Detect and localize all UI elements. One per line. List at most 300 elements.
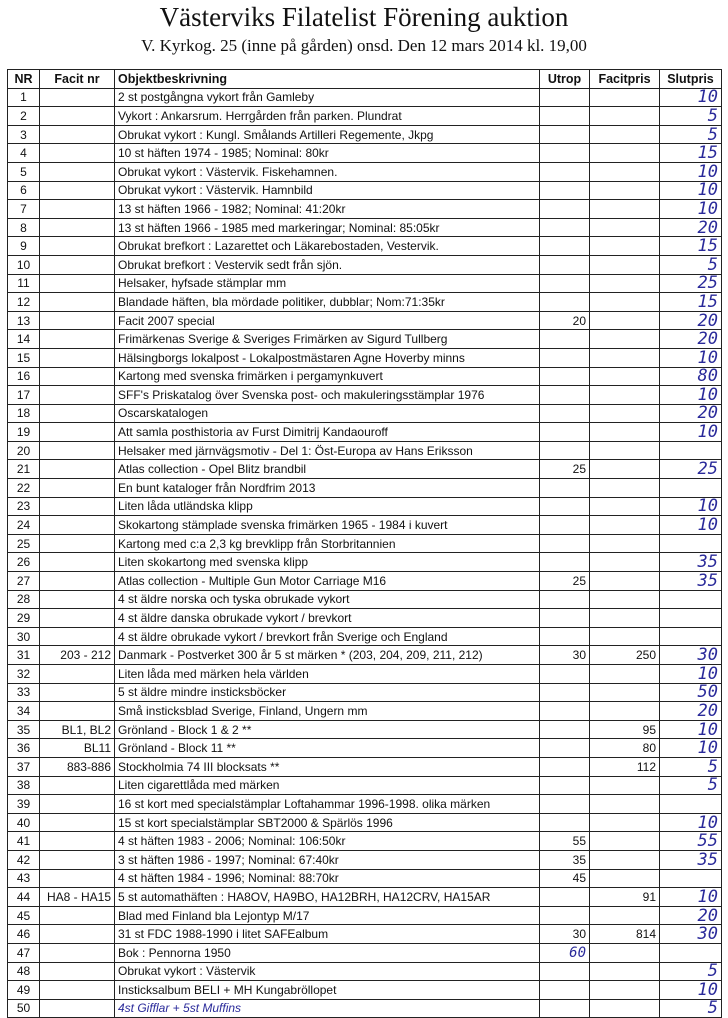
facit-number-cell	[40, 906, 115, 925]
facit-number-cell	[40, 962, 115, 981]
start-price-cell	[540, 404, 590, 423]
facit-price-cell	[590, 609, 660, 628]
object-description-cell: En bunt kataloger från Nordfrim 2013	[115, 479, 540, 498]
facit-price-cell	[590, 999, 660, 1018]
facit-number-cell	[40, 850, 115, 869]
object-description-cell: 4 st äldre danska obrukade vykort / brevkort	[115, 609, 540, 628]
facit-number-cell	[40, 981, 115, 1000]
start-price-cell: 45	[540, 869, 590, 888]
facit-number-cell	[40, 795, 115, 814]
start-price-cell: 25	[540, 572, 590, 591]
facit-price-cell	[590, 311, 660, 330]
table-row	[8, 739, 722, 758]
facit-price-cell	[590, 869, 660, 888]
column-header-facitpris: Facitpris	[590, 70, 660, 89]
table-row	[8, 311, 722, 330]
column-header-facit-nr: Facit nr	[40, 70, 115, 89]
lot-number-cell: 1	[8, 88, 40, 107]
facit-price-cell	[590, 348, 660, 367]
facit-price-cell: 95	[590, 720, 660, 739]
object-description-cell: Danmark - Postverket 300 år 5 st märken * (203, 204, 209, 211, 212)	[115, 646, 540, 665]
final-price-cell: 10	[660, 888, 722, 907]
object-description-cell: Grönland - Block 11 **	[115, 739, 540, 758]
facit-price-cell	[590, 683, 660, 702]
start-price-cell	[540, 665, 590, 684]
final-price-cell: 50	[660, 683, 722, 702]
facit-price-cell: 112	[590, 757, 660, 776]
start-price-cell	[540, 795, 590, 814]
table-row	[8, 237, 722, 256]
object-description-cell: 4st Gifflar + 5st Muffins	[115, 999, 540, 1018]
lot-number-cell: 41	[8, 832, 40, 851]
final-price-cell: 25	[660, 460, 722, 479]
column-header-utrop: Utrop	[540, 70, 590, 89]
lot-number-cell: 19	[8, 423, 40, 442]
final-price-cell: 15	[660, 144, 722, 163]
start-price-cell	[540, 330, 590, 349]
lot-number-cell: 17	[8, 386, 40, 405]
facit-price-cell	[590, 516, 660, 535]
table-header-row	[8, 70, 722, 89]
facit-number-cell	[40, 423, 115, 442]
table-row	[8, 590, 722, 609]
object-description-cell: 4 st äldre obrukade vykort / brevkort från Sverige och England	[115, 627, 540, 646]
final-price-cell: 20	[660, 311, 722, 330]
facit-number-cell	[40, 181, 115, 200]
table-row	[8, 757, 722, 776]
table-row	[8, 609, 722, 628]
object-description-cell: Hälsingborgs lokalpost - Lokalpostmästaren Agne Hoverby minns	[115, 348, 540, 367]
facit-number-cell	[40, 869, 115, 888]
facit-price-cell	[590, 943, 660, 962]
start-price-cell	[540, 423, 590, 442]
facit-price-cell	[590, 237, 660, 256]
final-price-cell: 10	[660, 348, 722, 367]
start-price-cell	[540, 144, 590, 163]
object-description-cell: 16 st kort med specialstämplar Loftahammar 1996-1998. olika märken	[115, 795, 540, 814]
object-description-cell: 4 st häften 1984 - 1996; Nominal: 88:70kr	[115, 869, 540, 888]
facit-number-cell	[40, 237, 115, 256]
auction-table	[7, 69, 722, 1018]
object-description-cell: Blandade häften, bla mördade politiker, dubblar; Nom:71:35kr	[115, 293, 540, 312]
final-price-cell	[660, 609, 722, 628]
final-price-cell	[660, 590, 722, 609]
object-description-cell: Helsaker med järnvägsmotiv - Del 1: Öst-Europa av Hans Eriksson	[115, 441, 540, 460]
lot-number-cell: 26	[8, 553, 40, 572]
table-row	[8, 832, 722, 851]
facit-price-cell	[590, 330, 660, 349]
object-description-cell: Bok : Pennorna 1950	[115, 943, 540, 962]
facit-number-cell	[40, 200, 115, 219]
facit-price-cell	[590, 795, 660, 814]
start-price-cell	[540, 627, 590, 646]
final-price-cell: 5	[660, 757, 722, 776]
start-price-cell	[540, 274, 590, 293]
start-price-cell	[540, 237, 590, 256]
facit-price-cell	[590, 125, 660, 144]
column-header-nr: NR	[8, 70, 40, 89]
object-description-cell: Blad med Finland bla Lejontyp M/17	[115, 906, 540, 925]
table-row	[8, 460, 722, 479]
lot-number-cell: 2	[8, 107, 40, 126]
lot-number-cell: 37	[8, 757, 40, 776]
final-price-cell: 10	[660, 200, 722, 219]
start-price-cell	[540, 962, 590, 981]
table-row	[8, 516, 722, 535]
table-row	[8, 943, 722, 962]
facit-price-cell	[590, 386, 660, 405]
object-description-cell: Grönland - Block 1 & 2 **	[115, 720, 540, 739]
start-price-cell	[540, 88, 590, 107]
facit-number-cell	[40, 832, 115, 851]
table-row	[8, 553, 722, 572]
start-price-cell	[540, 720, 590, 739]
facit-price-cell	[590, 293, 660, 312]
table-row	[8, 348, 722, 367]
lot-number-cell: 39	[8, 795, 40, 814]
facit-number-cell	[40, 404, 115, 423]
facit-number-cell	[40, 311, 115, 330]
table-row	[8, 497, 722, 516]
lot-number-cell: 20	[8, 441, 40, 460]
facit-number-cell	[40, 609, 115, 628]
lot-number-cell: 35	[8, 720, 40, 739]
facit-price-cell: 814	[590, 925, 660, 944]
start-price-cell: 60	[540, 943, 590, 962]
lot-number-cell: 42	[8, 850, 40, 869]
lot-number-cell: 38	[8, 776, 40, 795]
facit-price-cell	[590, 813, 660, 832]
facit-number-cell	[40, 144, 115, 163]
lot-number-cell: 12	[8, 293, 40, 312]
final-price-cell: 5	[660, 999, 722, 1018]
final-price-cell: 10	[660, 720, 722, 739]
table-row	[8, 125, 722, 144]
final-price-cell: 10	[660, 516, 722, 535]
facit-number-cell	[40, 348, 115, 367]
final-price-cell: 10	[660, 813, 722, 832]
table-row	[8, 404, 722, 423]
start-price-cell	[540, 293, 590, 312]
final-price-cell: 20	[660, 906, 722, 925]
facit-number-cell	[40, 367, 115, 386]
final-price-cell: 25	[660, 274, 722, 293]
final-price-cell: 20	[660, 218, 722, 237]
object-description-cell: Obrukat vykort : Västervik. Fiskehamnen.	[115, 162, 540, 181]
object-description-cell: Obrukat brefkort : Lazarettet och Läkarebostaden, Vestervik.	[115, 237, 540, 256]
object-description-cell: 4 st äldre norska och tyska obrukade vykort	[115, 590, 540, 609]
facit-number-cell	[40, 534, 115, 553]
lot-number-cell: 3	[8, 125, 40, 144]
facit-price-cell	[590, 627, 660, 646]
start-price-cell	[540, 702, 590, 721]
facit-price-cell	[590, 460, 660, 479]
start-price-cell: 20	[540, 311, 590, 330]
table-row	[8, 646, 722, 665]
lot-number-cell: 22	[8, 479, 40, 498]
table-row	[8, 906, 722, 925]
start-price-cell	[540, 107, 590, 126]
lot-number-cell: 44	[8, 888, 40, 907]
object-description-cell: Frimärkenas Sverige & Sveriges Frimärken av Sigurd Tullberg	[115, 330, 540, 349]
lot-number-cell: 48	[8, 962, 40, 981]
facit-number-cell	[40, 665, 115, 684]
start-price-cell	[540, 367, 590, 386]
table-row	[8, 423, 722, 442]
object-description-cell: 5 st automathäften : HA8OV, HA9BO, HA12BRH, HA12CRV, HA15AR	[115, 888, 540, 907]
final-price-cell: 30	[660, 925, 722, 944]
lot-number-cell: 33	[8, 683, 40, 702]
start-price-cell	[540, 813, 590, 832]
final-price-cell: 5	[660, 776, 722, 795]
lot-number-cell: 50	[8, 999, 40, 1018]
start-price-cell	[540, 348, 590, 367]
object-description-cell: Obrukat brefkort : Vestervik sedt från sjön.	[115, 255, 540, 274]
lot-number-cell: 45	[8, 906, 40, 925]
lot-number-cell: 32	[8, 665, 40, 684]
table-row	[8, 683, 722, 702]
object-description-cell: Stockholmia 74 III blocksats **	[115, 757, 540, 776]
start-price-cell	[540, 757, 590, 776]
table-row	[8, 274, 722, 293]
facit-price-cell	[590, 776, 660, 795]
object-description-cell: Liten låda utländska klipp	[115, 497, 540, 516]
facit-number-cell: BL11	[40, 739, 115, 758]
facit-number-cell	[40, 999, 115, 1018]
lot-number-cell: 4	[8, 144, 40, 163]
object-description-cell: Obrukat vykort : Västervik. Hamnbild	[115, 181, 540, 200]
table-row	[8, 218, 722, 237]
object-description-cell: Liten cigarettlåda med märken	[115, 776, 540, 795]
final-price-cell: 10	[660, 162, 722, 181]
start-price-cell: 30	[540, 646, 590, 665]
facit-price-cell	[590, 981, 660, 1000]
facit-price-cell	[590, 144, 660, 163]
start-price-cell	[540, 441, 590, 460]
final-price-cell: 55	[660, 832, 722, 851]
start-price-cell: 35	[540, 850, 590, 869]
facit-number-cell	[40, 386, 115, 405]
lot-number-cell: 5	[8, 162, 40, 181]
lot-number-cell: 6	[8, 181, 40, 200]
start-price-cell	[540, 683, 590, 702]
facit-price-cell	[590, 906, 660, 925]
facit-number-cell	[40, 590, 115, 609]
facit-price-cell	[590, 181, 660, 200]
facit-price-cell	[590, 479, 660, 498]
table-row	[8, 627, 722, 646]
table-row	[8, 813, 722, 832]
facit-number-cell	[40, 125, 115, 144]
lot-number-cell: 47	[8, 943, 40, 962]
facit-number-cell: 883-886	[40, 757, 115, 776]
start-price-cell	[540, 981, 590, 1000]
start-price-cell	[540, 479, 590, 498]
table-row	[8, 888, 722, 907]
facit-price-cell: 250	[590, 646, 660, 665]
final-price-cell: 5	[660, 107, 722, 126]
facit-number-cell	[40, 293, 115, 312]
lot-number-cell: 10	[8, 255, 40, 274]
facit-price-cell: 91	[590, 888, 660, 907]
facit-price-cell	[590, 88, 660, 107]
table-row	[8, 776, 722, 795]
start-price-cell	[540, 162, 590, 181]
start-price-cell: 55	[540, 832, 590, 851]
column-header-objektbeskrivning: Objektbeskrivning	[115, 70, 540, 89]
facit-number-cell	[40, 925, 115, 944]
facit-price-cell	[590, 218, 660, 237]
final-price-cell	[660, 441, 722, 460]
final-price-cell: 10	[660, 423, 722, 442]
facit-number-cell	[40, 943, 115, 962]
facit-price-cell	[590, 665, 660, 684]
lot-number-cell: 40	[8, 813, 40, 832]
facit-number-cell	[40, 107, 115, 126]
final-price-cell: 15	[660, 293, 722, 312]
final-price-cell: 10	[660, 739, 722, 758]
object-description-cell: SFF's Priskatalog över Svenska post- och makuleringsstämplar 1976	[115, 386, 540, 405]
final-price-cell: 35	[660, 553, 722, 572]
start-price-cell	[540, 181, 590, 200]
facit-number-cell: HA8 - HA15	[40, 888, 115, 907]
table-row	[8, 479, 722, 498]
table-row	[8, 200, 722, 219]
table-row	[8, 925, 722, 944]
final-price-cell: 10	[660, 981, 722, 1000]
lot-number-cell: 27	[8, 572, 40, 591]
facit-price-cell	[590, 423, 660, 442]
object-description-cell: Atlas collection - Opel Blitz brandbil	[115, 460, 540, 479]
lot-number-cell: 7	[8, 200, 40, 219]
facit-number-cell	[40, 702, 115, 721]
lot-number-cell: 24	[8, 516, 40, 535]
start-price-cell	[540, 534, 590, 553]
lot-number-cell: 43	[8, 869, 40, 888]
lot-number-cell: 23	[8, 497, 40, 516]
table-row	[8, 850, 722, 869]
table-row	[8, 162, 722, 181]
object-description-cell: Kartong med c:a 2,3 kg brevklipp från Storbritannien	[115, 534, 540, 553]
table-row	[8, 534, 722, 553]
column-header-slutpris: Slutpris	[660, 70, 722, 89]
facit-price-cell	[590, 702, 660, 721]
object-description-cell: Liten skokartong med svenska klipp	[115, 553, 540, 572]
start-price-cell	[540, 999, 590, 1018]
start-price-cell	[540, 888, 590, 907]
object-description-cell: Atlas collection - Multiple Gun Motor Carriage M16	[115, 572, 540, 591]
facit-number-cell: 203 - 212	[40, 646, 115, 665]
start-price-cell	[540, 255, 590, 274]
auction-title: Västerviks Filatelist Förening auktion	[159, 2, 569, 32]
facit-price-cell	[590, 162, 660, 181]
facit-number-cell	[40, 553, 115, 572]
table-row	[8, 572, 722, 591]
table-row	[8, 999, 722, 1018]
final-price-cell: 20	[660, 330, 722, 349]
object-description-cell: 3 st häften 1986 - 1997; Nominal: 67:40kr	[115, 850, 540, 869]
facit-price-cell	[590, 572, 660, 591]
facit-price-cell	[590, 404, 660, 423]
facit-price-cell	[590, 497, 660, 516]
final-price-cell: 35	[660, 850, 722, 869]
facit-price-cell	[590, 850, 660, 869]
start-price-cell	[540, 609, 590, 628]
table-row	[8, 386, 722, 405]
lot-number-cell: 8	[8, 218, 40, 237]
final-price-cell: 10	[660, 665, 722, 684]
facit-price-cell	[590, 200, 660, 219]
table-row	[8, 367, 722, 386]
object-description-cell: Facit 2007 special	[115, 311, 540, 330]
table-row	[8, 255, 722, 274]
facit-number-cell	[40, 162, 115, 181]
facit-number-cell	[40, 88, 115, 107]
start-price-cell	[540, 906, 590, 925]
lot-number-cell: 29	[8, 609, 40, 628]
lot-number-cell: 14	[8, 330, 40, 349]
object-description-cell: Att samla posthistoria av Furst Dimitrij Kandaouroff	[115, 423, 540, 442]
facit-number-cell	[40, 441, 115, 460]
object-description-cell: Insticksalbum BELI + MH Kungabröllopet	[115, 981, 540, 1000]
facit-price-cell	[590, 534, 660, 553]
lot-number-cell: 31	[8, 646, 40, 665]
final-price-cell	[660, 479, 722, 498]
lot-number-cell: 34	[8, 702, 40, 721]
object-description-cell: Små insticksblad Sverige, Finland, Ungern mm	[115, 702, 540, 721]
facit-number-cell	[40, 813, 115, 832]
object-description-cell: 31 st FDC 1988-1990 i litet SAFEalbum	[115, 925, 540, 944]
facit-price-cell	[590, 367, 660, 386]
table-row	[8, 144, 722, 163]
lot-number-cell: 9	[8, 237, 40, 256]
object-description-cell: Obrukat vykort : Västervik	[115, 962, 540, 981]
facit-number-cell: BL1, BL2	[40, 720, 115, 739]
facit-price-cell	[590, 274, 660, 293]
object-description-cell: 13 st häften 1966 - 1982; Nominal: 41:20kr	[115, 200, 540, 219]
table-row	[8, 665, 722, 684]
table-row	[8, 181, 722, 200]
table-row	[8, 88, 722, 107]
start-price-cell	[540, 386, 590, 405]
table-body	[8, 88, 722, 1018]
object-description-cell: 4 st häften 1983 - 2006; Nominal: 106:50kr	[115, 832, 540, 851]
table-row	[8, 869, 722, 888]
object-description-cell: 13 st häften 1966 - 1985 med markeringar; Nominal: 85:05kr	[115, 218, 540, 237]
table-row	[8, 441, 722, 460]
final-price-cell: 5	[660, 255, 722, 274]
lot-number-cell: 13	[8, 311, 40, 330]
facit-price-cell	[590, 962, 660, 981]
start-price-cell: 25	[540, 460, 590, 479]
table-row	[8, 795, 722, 814]
facit-price-cell	[590, 832, 660, 851]
object-description-cell: 2 st postgångna vykort från Gamleby	[115, 88, 540, 107]
facit-price-cell	[590, 441, 660, 460]
facit-price-cell	[590, 553, 660, 572]
lot-number-cell: 46	[8, 925, 40, 944]
start-price-cell	[540, 590, 590, 609]
object-description-cell: Oscarskatalogen	[115, 404, 540, 423]
object-description-cell: 15 st kort specialstämplar SBT2000 & Spärlös 1996	[115, 813, 540, 832]
facit-price-cell	[590, 107, 660, 126]
lot-number-cell: 25	[8, 534, 40, 553]
facit-number-cell	[40, 627, 115, 646]
object-description-cell: Vykort : Ankarsrum. Herrgården från parken. Plundrat	[115, 107, 540, 126]
final-price-cell	[660, 943, 722, 962]
table-row	[8, 981, 722, 1000]
final-price-cell: 20	[660, 702, 722, 721]
